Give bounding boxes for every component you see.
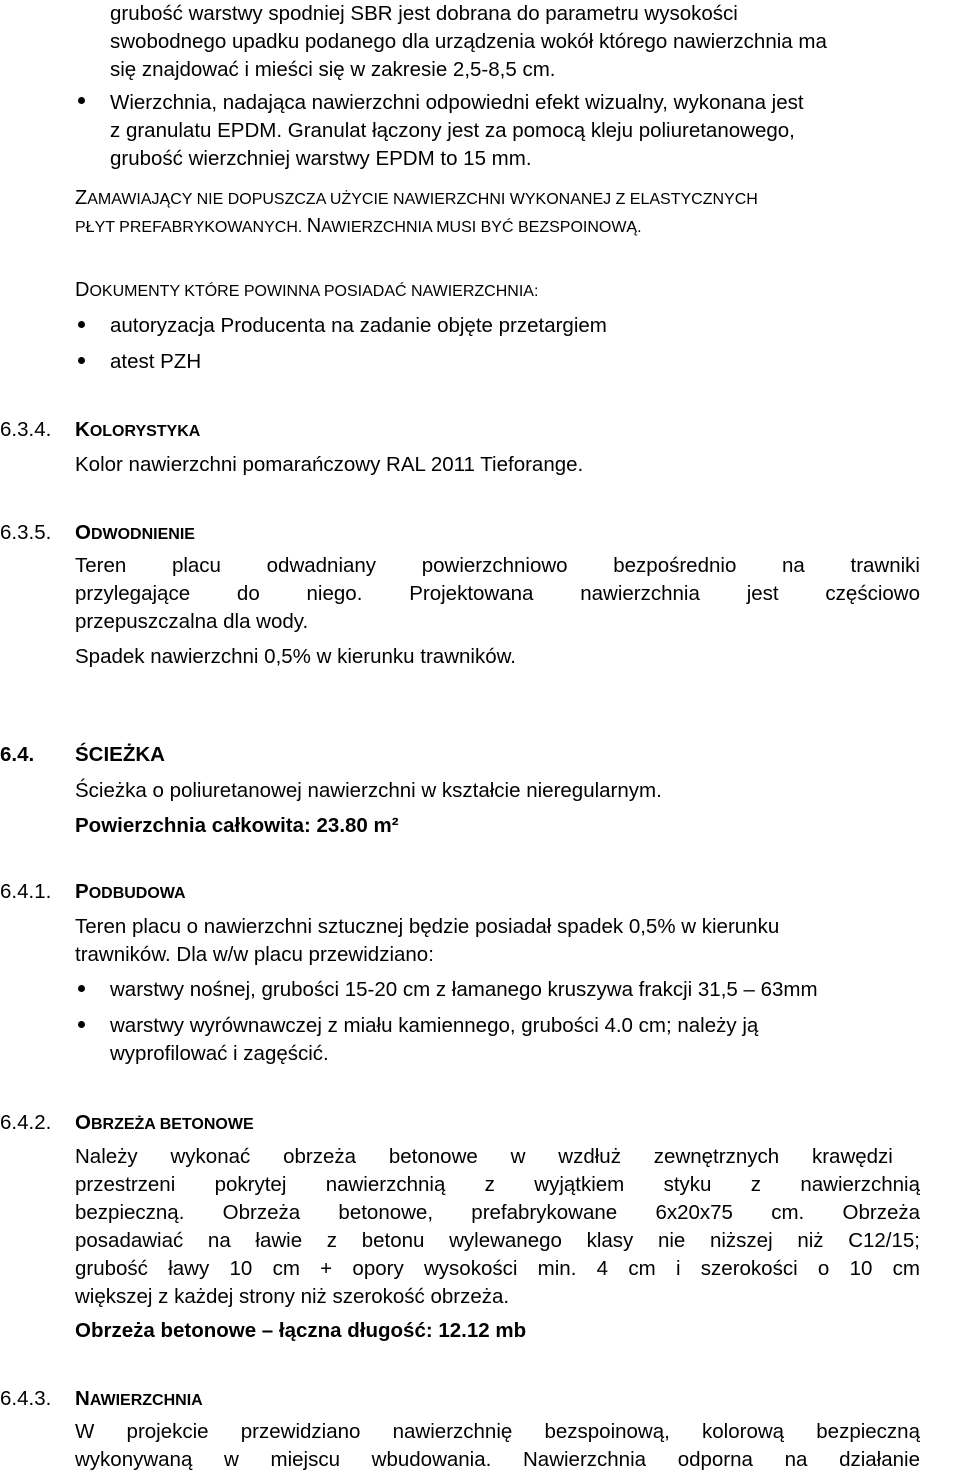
section-number: 6.4.3. xyxy=(0,1387,52,1410)
notice-line xyxy=(75,184,758,214)
subbase-item: warstwy wyrównawczej z miału kamiennego, grubości 4.0 cm; należy ją xyxy=(110,1014,759,1037)
title-initial: K xyxy=(75,418,90,441)
section-title xyxy=(75,519,195,549)
curb-line: większej z każdej strony niż szerokość obrzeża. xyxy=(75,1285,510,1308)
colour-text: Kolor nawierzchni pomarańczowy RAL 2011 Tieforange. xyxy=(75,453,584,476)
section-number: 6.3.5. xyxy=(0,521,52,544)
title-text: AWIERZCHNIA xyxy=(89,1392,203,1409)
documents-heading xyxy=(75,276,538,306)
bullet-icon xyxy=(78,97,85,104)
title-text: BRZEŻA BETONOWE xyxy=(90,1116,254,1133)
section-title xyxy=(75,1385,203,1415)
curb-line: Należy wykonać obrzeża betonowe w wzdłuż zewnętrznych krawędzi xyxy=(75,1145,893,1168)
intro-line: grubość warstwy spodniej SBR jest dobrana do parametru wysokości xyxy=(110,2,738,25)
title-text: DWODNIENIE xyxy=(90,526,195,543)
drainage-line: Spadek nawierzchni 0,5% w kierunku trawników. xyxy=(75,645,516,668)
drainage-line: Teren placu odwadniany powierzchniowo bezpośrednio na trawniki xyxy=(75,554,920,577)
title-initial: O xyxy=(75,521,91,544)
notice-initial: N xyxy=(306,215,322,237)
section-title xyxy=(75,878,186,908)
curb-total: Obrzeża betonowe – łączna długość: 12.12 mb xyxy=(75,1319,527,1342)
intro-line: swobodnego upadku podanego dla urządzenia wokół którego nawierzchnia ma xyxy=(110,30,827,53)
notice-text: PŁYT PREFABRYKOWANYCH. xyxy=(75,219,307,236)
heading-text: OKUMENTY KTÓRE POWINNA POSIADAĆ NAWIERZCHNIA: xyxy=(89,283,539,300)
title-text: OLORYSTYKA xyxy=(89,423,201,440)
epdm-line: Wierzchnia, nadająca nawierzchni odpowiedni efekt wizualny, wykonana jest xyxy=(110,91,804,114)
title-initial: N xyxy=(75,1387,90,1410)
notice-initial: Z xyxy=(75,187,88,209)
section-number: 6.4. xyxy=(0,743,35,766)
drainage-line: przylegające do niego. Projektowana nawierzchnia jest częściowo xyxy=(75,582,920,605)
epdm-line: z granulatu EPDM. Granulat łączony jest za pomocą kleju poliuretanowego, xyxy=(110,119,795,142)
document-item: autoryzacja Producenta na zadanie objęte przetargiem xyxy=(110,314,607,337)
bullet-icon xyxy=(78,985,85,992)
section-title xyxy=(75,416,200,446)
area-total: Powierzchnia całkowita: 23.80 m² xyxy=(75,814,399,837)
bullet-icon xyxy=(78,357,85,364)
title-initial: O xyxy=(75,1111,91,1134)
intro-line: się znajdować i mieści się w zakresie 2,5-8,5 cm. xyxy=(110,58,556,81)
bullet-icon xyxy=(78,1021,85,1028)
heading-initial: D xyxy=(75,279,90,301)
section-number: 6.4.1. xyxy=(0,880,52,903)
subbase-item: warstwy nośnej, grubości 15-20 cm z łamanego kruszywa frakcji 31,5 – 63mm xyxy=(110,978,818,1001)
section-number: 6.4.2. xyxy=(0,1111,52,1134)
notice-text: AMAWIAJĄCY NIE DOPUSZCZA UŻYCIE NAWIERZCHNI WYKONANEJ Z ELASTYCZNYCH xyxy=(87,191,758,208)
section-title: ŚCIEŻKA xyxy=(75,743,165,766)
curb-line: bezpieczną. Obrzeża betonowe, prefabrykowane 6x20x75 cm. Obrzeża xyxy=(75,1201,920,1224)
subbase-item: wyprofilować i zagęścić. xyxy=(110,1042,329,1065)
bullet-icon xyxy=(78,321,85,328)
section-number: 6.3.4. xyxy=(0,418,52,441)
document-item: atest PZH xyxy=(110,350,202,373)
title-initial: P xyxy=(75,880,89,903)
section-title xyxy=(75,1109,254,1139)
subbase-line: Teren placu o nawierzchni sztucznej będzie posiadał spadek 0,5% w kierunku xyxy=(75,915,780,938)
drainage-line: przepuszczalna dla wody. xyxy=(75,610,309,633)
subbase-line: trawników. Dla w/w placu przewidziano: xyxy=(75,943,434,966)
surface-line: W projekcie przewidziano nawierzchnię bezspoinową, kolorową bezpieczną xyxy=(75,1420,920,1443)
curb-line: przestrzeni pokrytej nawierzchnią z wyjątkiem styku z nawierzchnią xyxy=(75,1173,920,1196)
path-text: Ścieżka o poliuretanowej nawierzchni w kształcie nieregularnym. xyxy=(75,779,662,802)
curb-line: posadawiać na ławie z betonu wylewanego klasy nie niższej niż C12/15; xyxy=(75,1229,920,1252)
curb-line: grubość ławy 10 cm + opory wysokości min. 4 cm i szerokości o 10 cm xyxy=(75,1257,920,1280)
title-text: ODBUDOWA xyxy=(88,885,186,902)
epdm-line: grubość wierzchniej warstwy EPDM to 15 mm. xyxy=(110,147,532,170)
surface-line: wykonywaną w miejscu wbudowania. Nawierzchnia odporna na działanie xyxy=(75,1448,920,1471)
notice-line xyxy=(75,212,642,242)
notice-text: AWIERZCHNIA MUSI BYĆ BEZSPOINOWĄ. xyxy=(321,219,642,236)
